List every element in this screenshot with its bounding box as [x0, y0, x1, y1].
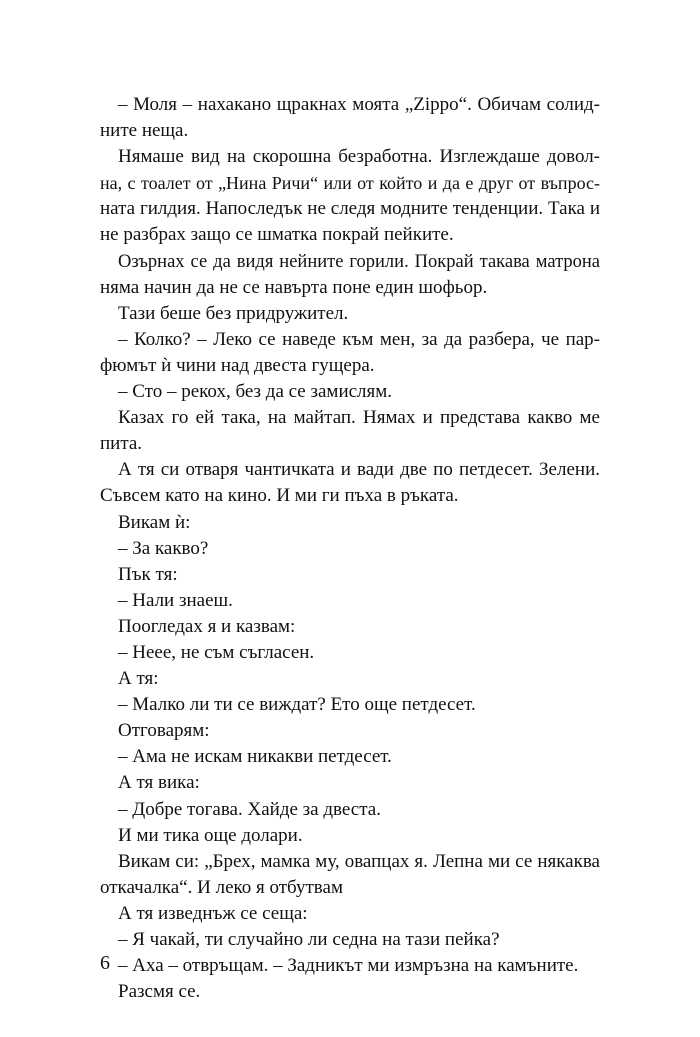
text-line: Озърнах се да видя нейните горили. Покрай такава матрона — [118, 251, 600, 272]
text-line: Пък тя: — [118, 563, 178, 585]
text-line: А тя вика: — [118, 772, 200, 794]
text-line: фюмът ѝ чини над двеста гущера. — [100, 354, 375, 376]
text-line: – Аха – отвръщам. – Задникът ми измръзна на камъните. — [118, 955, 579, 977]
text-line: А тя изведнъж се сеща: — [118, 902, 308, 924]
text-line: А тя: — [118, 668, 159, 690]
text-line: откачалка“. И леко я отбутвам — [100, 876, 343, 898]
text-line: – Нали знаеш. — [118, 589, 233, 611]
text-line: Съвсем като на кино. И ми ги пъха в ръката. — [100, 485, 459, 507]
text-line: Викам ѝ: — [118, 511, 191, 533]
text-line: ните неща. — [100, 120, 189, 142]
text-line: ната гилдия. Напоследък не следя модните тенденции. Така и — [100, 198, 600, 220]
text-line: И ми тика още долари. — [118, 824, 303, 846]
text-line: – Моля – нахакано щракнах моята „Zippo“. Обичам солид- — [118, 94, 600, 115]
text-line: няма начин да не се навърта поне един шофьор. — [100, 276, 488, 298]
text-line: – Добре тогава. Хайде за двеста. — [118, 798, 381, 820]
text-line: – Ама не искам никакви петдесет. — [118, 746, 392, 768]
text-line: Отговарям: — [118, 720, 210, 742]
text-line: – Я чакай, ти случайно ли седна на тази пейка? — [118, 929, 500, 950]
text-line: Разсмя се. — [118, 981, 201, 1003]
page-number: 6 — [100, 952, 110, 974]
text-line: не разбрах защо се шматка покрай пейките. — [100, 224, 454, 246]
text-line: – За какво? — [118, 537, 209, 559]
text-line: – Нeее, не съм съгласен. — [118, 641, 315, 663]
text-line: Поогледах я и казвам: — [118, 615, 296, 637]
text-line: – Малко ли ти се виждат? Ето още петдесет. — [118, 694, 476, 716]
text-line: Казах го ей така, на майтап. Нямах и представа какво ме — [118, 407, 600, 429]
text-line: Викам си: „Брех, мамка му, овапцах я. Лепна ми се някаква — [118, 850, 600, 872]
page-body-text — [100, 92, 600, 1005]
text-line: Нямаше вид на скорошна безработна. Изглеждаше довол- — [118, 146, 600, 168]
text-line: Тази беше без придружител. — [118, 302, 349, 324]
text-line: – Сто – рекох, без да се замислям. — [118, 381, 393, 403]
text-line: на, с тоалет от „Нина Ричи“ или от който и да е друг от въпрос- — [100, 173, 600, 194]
text-line: пита. — [100, 433, 143, 455]
text-line: – Колко? – Леко се наведе към мен, за да разбера, че пар- — [118, 328, 600, 350]
text-line: А тя си отваря чантичката и вади две по петдесет. Зелени. — [118, 459, 600, 481]
